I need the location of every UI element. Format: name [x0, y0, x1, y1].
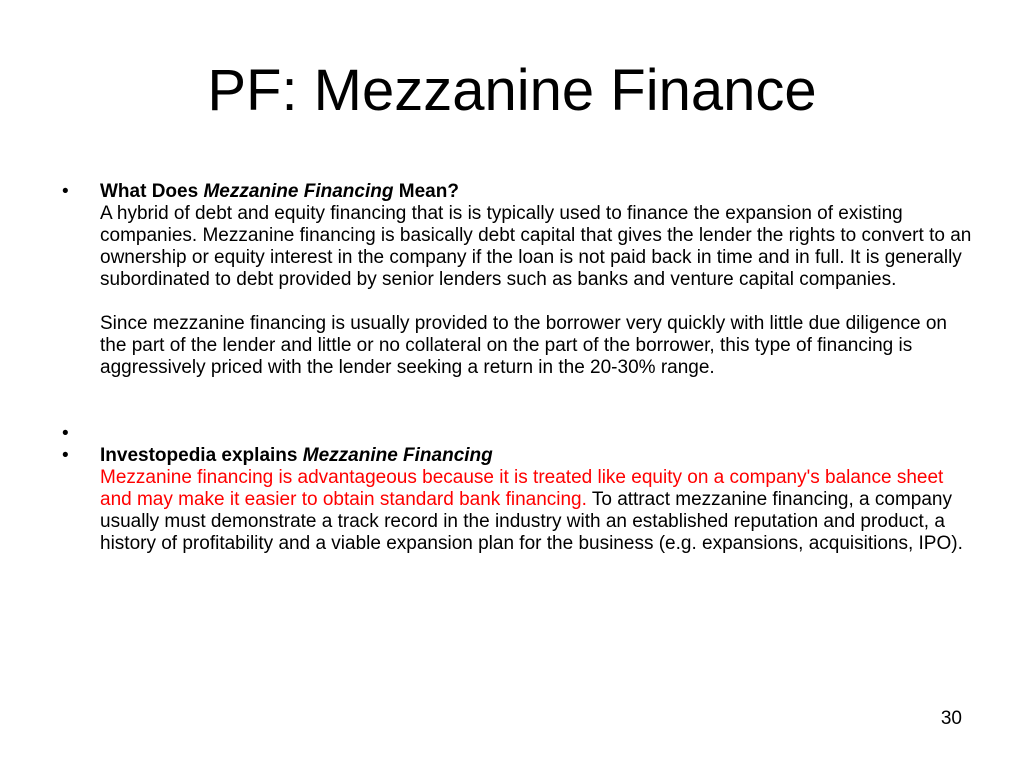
heading-term: Mezzanine Financing	[302, 445, 493, 466]
bullet-body	[100, 181, 972, 379]
bullet-list	[62, 181, 972, 555]
bullet-icon: •	[62, 181, 69, 202]
bullet-item-empty	[62, 423, 972, 445]
explanation-heading	[100, 445, 972, 467]
definition-paragraph-1: A hybrid of debt and equity financing that is is typically used to finance the expansion of existing companies. Mezzanine financing is basically debt capital that gives the lender the rights to convert to an ownership or equity interest in the company if the loan is not paid back in time and in full. It is generally subordinated to debt provided by senior lenders such as banks and venture capital companies.	[100, 203, 972, 290]
bullet-icon: •	[62, 423, 69, 444]
slide-title: PF: Mezzanine Finance	[207, 58, 817, 123]
body-text: To attract mezzanine financing, a company usually must demonstrate a track record in the industry with an established reputation and product, a history of profitability and a viable expansion plan for the business (e.g. expansions, acquisitions, IPO).	[100, 489, 963, 554]
bullet-item-definition	[62, 181, 972, 379]
bullet-body	[100, 445, 972, 555]
slide-number: 30	[940, 708, 962, 729]
heading-prefix: Investopedia explains	[100, 445, 303, 466]
bullet-item-explanation	[62, 445, 972, 555]
definition-heading	[100, 181, 972, 203]
highlighted-text: Mezzanine financing is advantageous because it is treated like equity on a company's balance sheet and may make it easier to obtain standard bank financing.	[100, 467, 944, 510]
paragraph-gap	[100, 291, 972, 313]
heading-suffix: Mean?	[393, 181, 459, 202]
list-gap	[62, 379, 972, 423]
explanation-paragraph	[100, 467, 972, 555]
bullet-icon: •	[62, 445, 69, 466]
definition-paragraph-2: Since mezzanine financing is usually provided to the borrower very quickly with little due diligence on the part of the lender and little or no collateral on the part of the borrower, this type of financing is aggressively priced with the lender seeking a return in the 20-30% range.	[100, 313, 948, 378]
heading-term: Mezzanine Financing	[203, 181, 394, 202]
heading-prefix: What Does	[100, 181, 204, 202]
